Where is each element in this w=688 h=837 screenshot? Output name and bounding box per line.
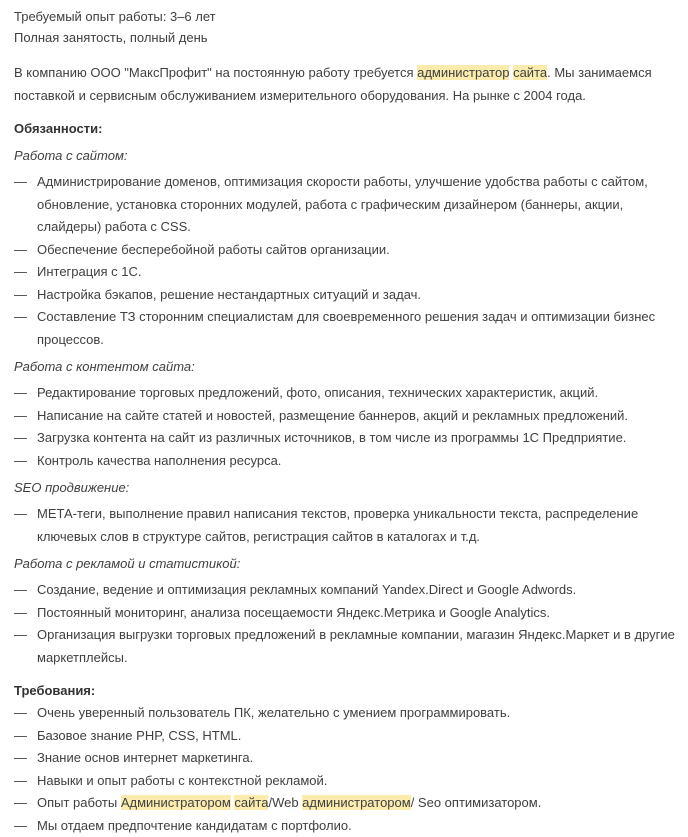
list-item [14,725,676,748]
bullet-list [14,579,676,669]
bullet-list [14,702,676,837]
list-item [14,261,676,284]
bullet-list [14,171,676,351]
text-segment: Постоянный мониторинг, анализа посещаемости Яндекс.Метрика и Google Analytics. [37,605,550,620]
search-highlight: сайта [513,65,547,80]
text-segment: / Seo оптимизатором. [411,795,542,810]
dash-bullet-marker: — [14,450,27,473]
dash-bullet-marker: — [14,770,27,793]
text-segment: /Web [268,795,302,810]
list-item [14,306,676,351]
list-item [14,382,676,405]
bullet-list [14,382,676,472]
dash-bullet-marker: — [14,382,27,405]
dash-bullet-marker: — [14,239,27,262]
list-item [14,239,676,262]
dash-bullet-marker: — [14,792,27,815]
list-item [14,624,676,669]
sections-container [14,118,676,837]
text-segment: Создание, ведение и оптимизация рекламных компаний Yandex.Direct и Google Adwords. [37,582,576,597]
dash-bullet-marker: — [14,306,27,329]
text-segment: МЕТА-теги, выполнение правил написания текстов, проверка уникальности текста, распределение ключевых слов в структуре сайтов, регистрация сайтов в каталогах и т.д. [37,506,638,544]
list-item [14,427,676,450]
list-item [14,579,676,602]
list-item [14,792,676,815]
search-highlight: администратор [417,65,509,80]
text-segment: Контроль качества наполнения ресурса. [37,453,281,468]
text-segment: Мы отдаем предпочтение кандидатам с портфолио. [37,818,352,833]
group-subtitle: Работа с сайтом: [14,145,676,167]
intro-paragraph [14,61,676,107]
dash-bullet-marker: — [14,503,27,526]
group-subtitle: Работа с контентом сайта: [14,356,676,378]
text-segment: Написание на сайте статей и новостей, размещение баннеров, акций и рекламных предложений. [37,408,628,423]
bullet-list [14,503,676,548]
dash-bullet-marker: — [14,579,27,602]
text-segment: Обеспечение бесперебойной работы сайтов организации. [37,242,390,257]
text-segment: Опыт работы [37,795,121,810]
text-segment: Навыки и опыт работы с контекстной рекламой. [37,773,327,788]
group-subtitle: SEO продвижение: [14,477,676,499]
list-item [14,702,676,725]
group-subtitle: Работа с рекламой и статистикой: [14,553,676,575]
dash-bullet-marker: — [14,725,27,748]
text-segment: Очень уверенный пользователь ПК, желательно с умением программировать. [37,705,510,720]
dash-bullet-marker: — [14,702,27,725]
text-segment: Интеграция с 1С. [37,264,141,279]
employment-line: Полная занятость, полный день [14,27,676,48]
text-segment: Организация выгрузки торговых предложений в рекламные компании, магазин Яндекс.Маркет и в другие маркетплейсы. [37,627,675,665]
list-item [14,450,676,473]
text-segment: Знание основ интернет маркетинга. [37,750,253,765]
dash-bullet-marker: — [14,261,27,284]
section-title: Требования: [14,680,676,702]
dash-bullet-marker: — [14,171,27,194]
text-segment: Настройка бэкапов, решение нестандартных ситуаций и задач. [37,287,421,302]
experience-line: Требуемый опыт работы: 3–6 лет [14,6,676,27]
dash-bullet-marker: — [14,624,27,647]
list-item [14,405,676,428]
dash-bullet-marker: — [14,284,27,307]
dash-bullet-marker: — [14,427,27,450]
search-highlight: администратором [302,795,411,810]
list-item [14,815,676,837]
text-segment: Базовое знание PHP, CSS, HTML. [37,728,241,743]
dash-bullet-marker: — [14,815,27,837]
text-segment: В компанию ООО "МаксПрофит" на постоянную работу требуется [14,65,417,80]
list-item [14,503,676,548]
search-highlight: сайта [234,795,268,810]
list-item [14,770,676,793]
vacancy-meta [14,6,676,48]
dash-bullet-marker: — [14,747,27,770]
text-segment: Загрузка контента на сайт из различных источников, в том числе из программы 1С Предприятие. [37,430,626,445]
text-segment: Редактирование торговых предложений, фото, описания, технических характеристик, акций. [37,385,598,400]
text-segment: . Мы занимаемся поставкой и сервисным обслуживанием измерительного оборудования. На рынке с 2004 года. [14,65,652,103]
section-title: Обязанности: [14,118,676,140]
text-segment: Составление ТЗ сторонним специалистам для своевременного решения задач и оптимизации бизнес процессов. [37,309,655,347]
search-highlight: Администратором [121,795,231,810]
list-item [14,747,676,770]
dash-bullet-marker: — [14,602,27,625]
list-item [14,284,676,307]
list-item [14,171,676,239]
list-item [14,602,676,625]
text-segment: Администрирование доменов, оптимизация скорости работы, улучшение удобства работы с сайтом, обновление, установка сторонних модулей, работа с графическим дизайнером (баннеры, акции, слайдеры) работа с CSS. [37,174,648,234]
dash-bullet-marker: — [14,405,27,428]
